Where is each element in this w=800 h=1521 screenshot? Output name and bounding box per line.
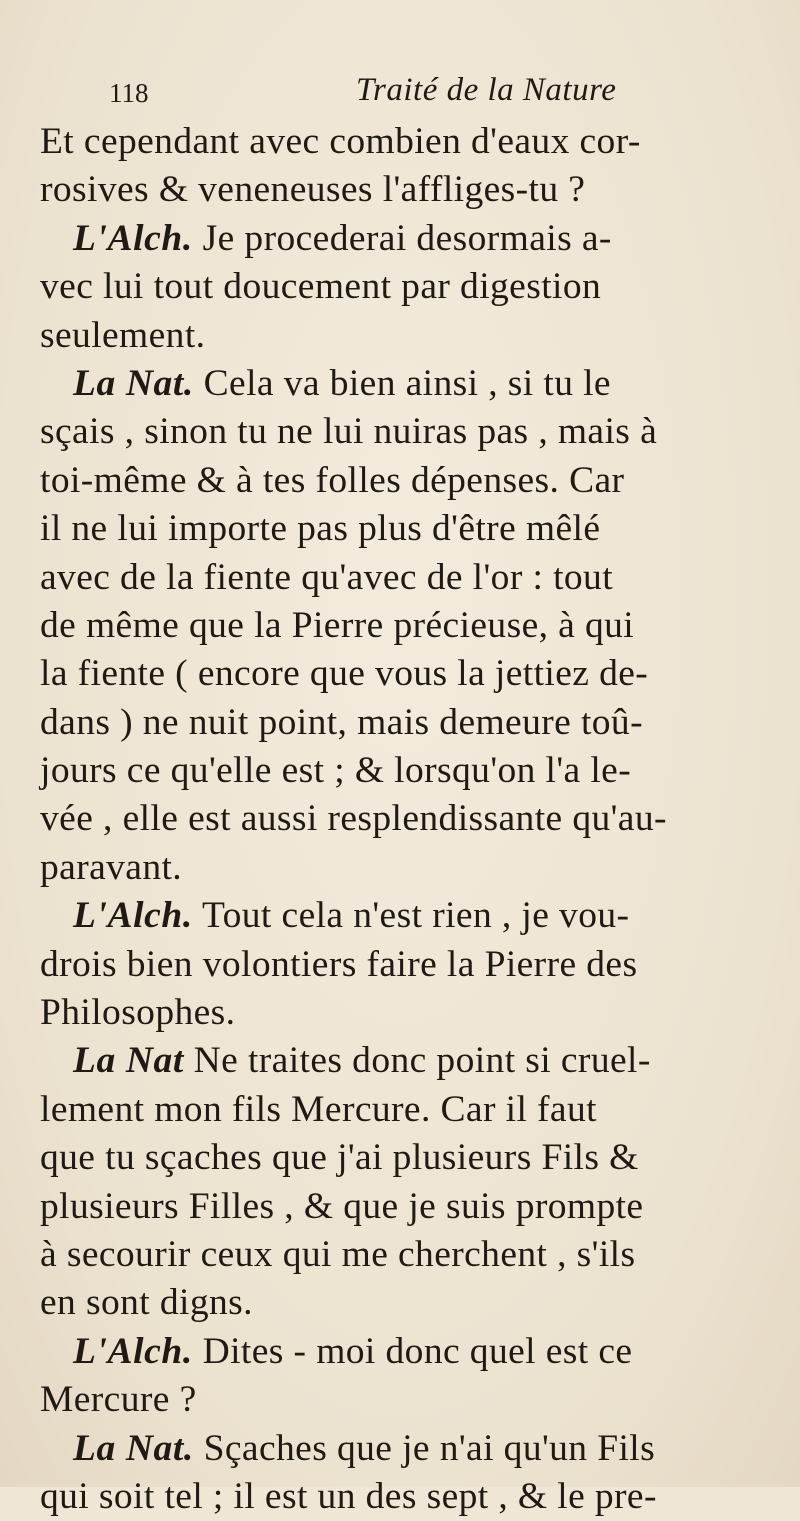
- text-line: toi-même & à tes folles dépenses. Car: [40, 459, 625, 501]
- text-line: L'Alch. Tout cela n'est rien , je vou-: [73, 895, 630, 937]
- text-line: L'Alch. Dites - moi donc quel est ce: [73, 1330, 633, 1372]
- text-line: sçais , sinon tu ne lui nuiras pas , mais à: [40, 411, 658, 453]
- speaker-label: La Nat: [73, 1040, 184, 1082]
- page-header: [40, 70, 770, 118]
- text-line: de même que la Pierre précieuse, à qui: [40, 604, 635, 646]
- body-text: [40, 118, 770, 1521]
- speaker-label: L'Alch.: [73, 1330, 193, 1372]
- text-line: il ne lui importe pas plus d'être mêlé: [40, 508, 601, 550]
- text-line: La Nat Ne traites donc point si cruel-: [73, 1040, 651, 1082]
- text-line: Mercure ?: [40, 1379, 197, 1421]
- text-line: vec lui tout doucement par digestion: [40, 266, 602, 308]
- text-line: drois bien volontiers faire la Pierre des: [40, 943, 638, 985]
- text-line: paravant.: [40, 846, 183, 888]
- text-line: Et cependant avec combien d'eaux cor-: [40, 121, 641, 162]
- text-line: La Nat. Cela va bien ainsi , si tu le: [73, 362, 611, 404]
- text-line: L'Alch. Je procederai desormais a-: [73, 217, 612, 259]
- text-line: en sont digns.: [40, 1282, 253, 1324]
- text-line: qui soit tel ; il est un des sept , & le pre-: [40, 1475, 657, 1517]
- text-line: La Nat. Sçaches que je n'ai qu'un Fils: [73, 1427, 656, 1469]
- speaker-label: La Nat.: [73, 1427, 194, 1469]
- text-line: vée , elle est aussi resplendissante qu'au-: [40, 798, 667, 840]
- text-line: avec de la fiente qu'avec de l'or : tout: [40, 556, 614, 598]
- speaker-label: L'Alch.: [73, 217, 193, 259]
- text-line: à secourir ceux qui me cherchent , s'ils: [40, 1233, 636, 1275]
- text-line: dans ) ne nuit point, mais demeure toû-: [40, 701, 643, 743]
- speaker-label: L'Alch.: [73, 895, 193, 937]
- text-line: que tu sçaches que j'ai plusieurs Fils &: [40, 1137, 639, 1179]
- text-line: seulement.: [40, 314, 206, 356]
- running-title: Traité de la Nature: [356, 72, 617, 108]
- text-line: jours ce qu'elle est ; & lorsqu'on l'a le-: [40, 750, 632, 792]
- page-number: 118: [109, 78, 149, 108]
- text-line: plusieurs Filles , & que je suis prompte: [40, 1185, 644, 1227]
- speaker-label: La Nat.: [73, 362, 194, 404]
- text-line: rosives & veneneuses l'affliges-tu ?: [40, 169, 586, 211]
- text-line: Philosophes.: [40, 992, 236, 1034]
- text-line: la fiente ( encore que vous la jettiez de-: [40, 653, 649, 695]
- text-line: lement mon fils Mercure. Car il faut: [40, 1088, 597, 1130]
